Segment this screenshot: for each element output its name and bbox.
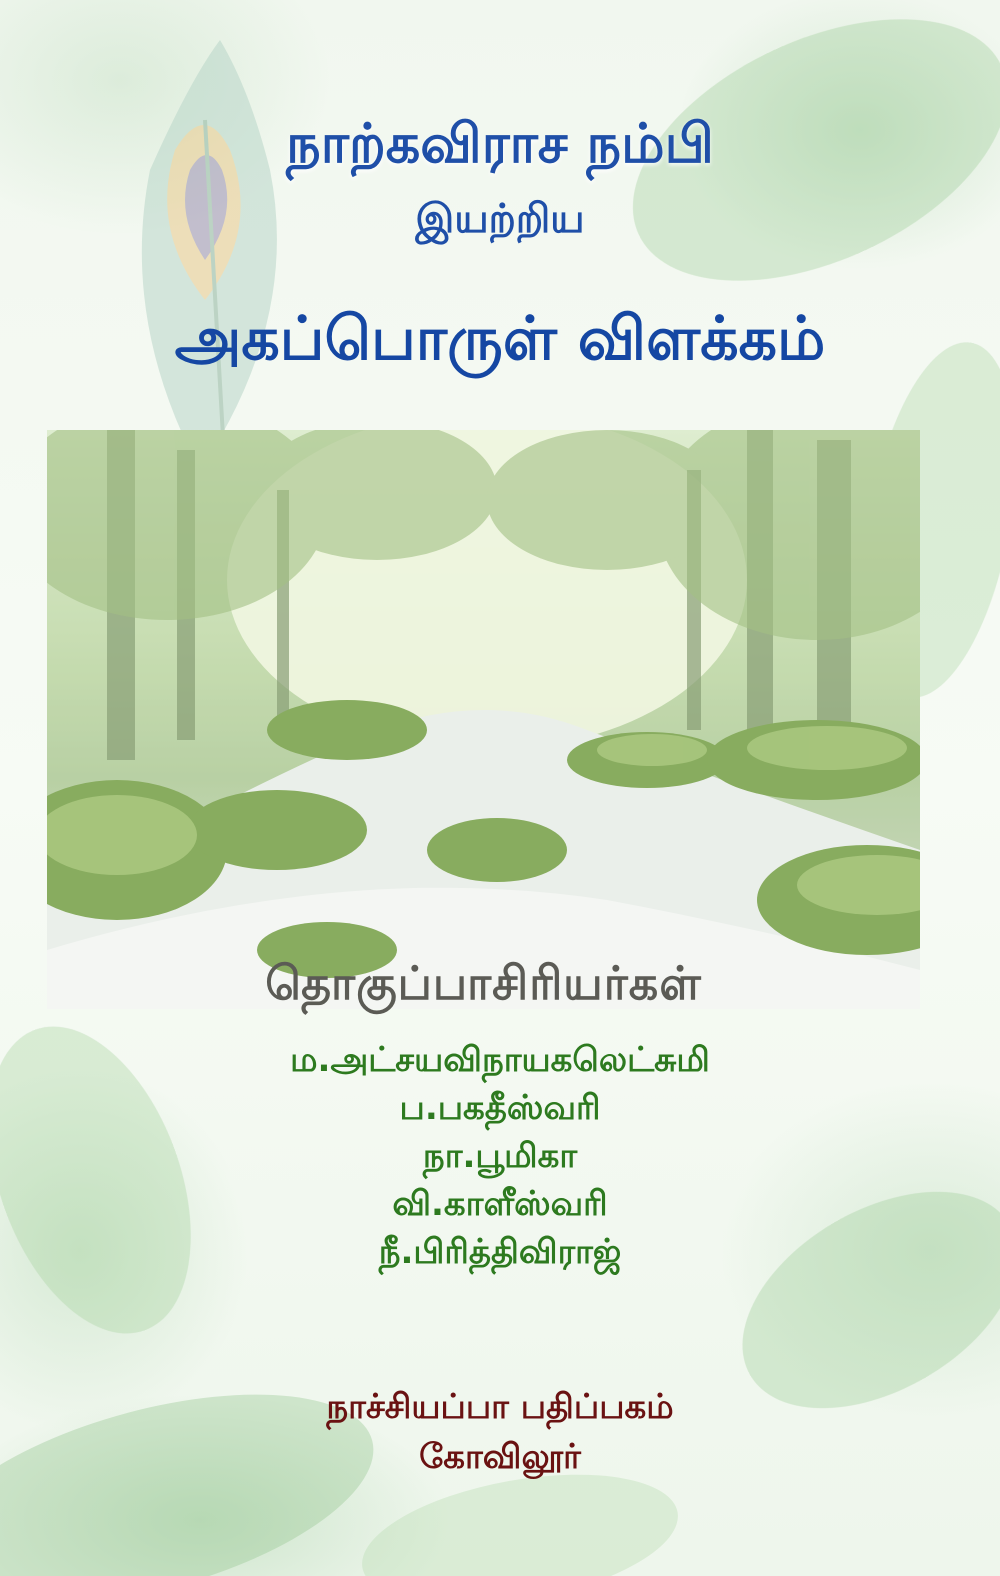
forest-stream-image [47,430,920,1009]
publisher-name: நாச்சியப்பா பதிப்பகம் [326,1387,674,1427]
compilers-heading: தொகுப்பாசிரியர்கள் [265,956,702,1010]
compiler-name: ப.பகதீஸ்வரி [399,1088,601,1128]
compiler-name: வி.காளீஸ்வரி [392,1184,608,1224]
compiler-name: நா.பூமிகா [422,1136,578,1176]
author-name: நாற்கவிராச நம்பி [286,112,714,175]
book-title: அகப்பொருள் விளக்கம் [174,304,826,374]
publisher-block [0,1382,1000,1482]
compiler-name: நீ.பிரித்திவிராஜ் [378,1232,622,1272]
compiler-name: ம.அட்சயவிநாயகலெட்சுமி [290,1040,710,1080]
authored-label: இயற்றிய [415,196,585,242]
compilers-list [0,1036,1000,1276]
publisher-place: கோவிலூர் [419,1437,581,1477]
